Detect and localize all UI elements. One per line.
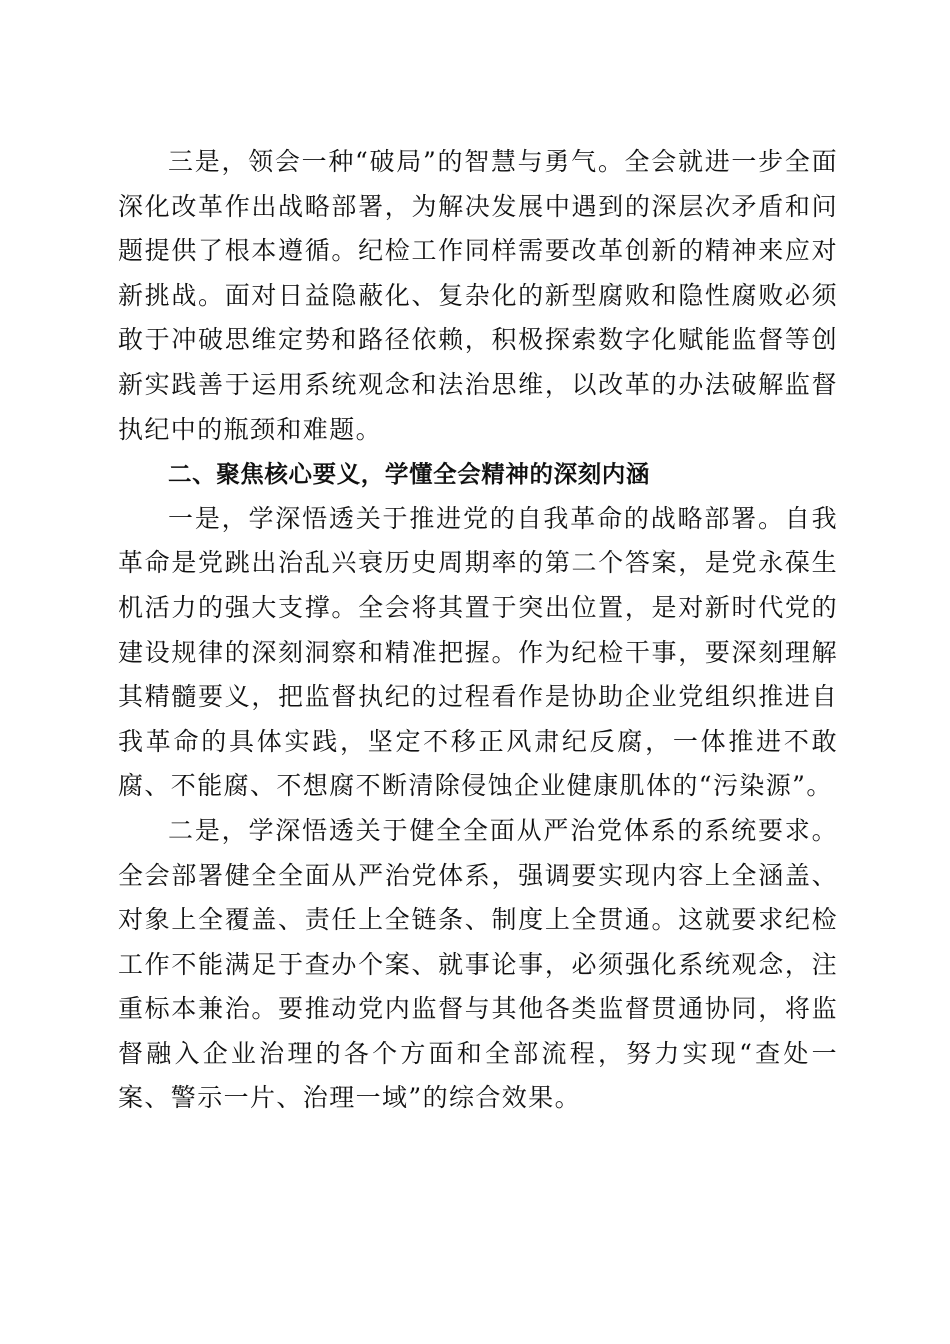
paragraph-one-shi: 一是，学深悟透关于推进党的自我革命的战略部署。自我革命是党跳出治乱兴衰历史周期率的第二个答案，是党永葆生机活力的强大支撑。全会将其置于突出位置，是对新时代党的建设规律的深刻洞察和精准把握。作为纪检干事，要深刻理解其精髓要义，把监督执纪的过程看作是协助企业党组织推进自我革命的具体实践，坚定不移正风肃纪反腐，一体推进不敢腐、不能腐、不想腐不断清除侵蚀企业健康肌体的“污染源”。 <box>118 503 838 801</box>
section-heading-two: 二、聚焦核心要义，学懂全会精神的深刻内涵 <box>168 460 650 489</box>
document-body <box>118 140 838 1121</box>
paragraph-three-shi: 三是，领会一种“破局”的智慧与勇气。全会就进一步全面深化改革作出战略部署，为解决发展中遇到的深层次矛盾和问题提供了根本遵循。纪检工作同样需要改革创新的精神来应对新挑战。面对日益隐蔽化、复杂化的新型腐败和隐性腐败必须敢于冲破思维定势和路径依赖，积极探索数字化赋能监督等创新实践善于运用系统观念和法治思维，以改革的办法破解监督执纪中的瓶颈和难题。 <box>118 147 838 444</box>
paragraph-two-shi: 二是，学深悟透关于健全全面从严治党体系的系统要求。全会部署健全全面从严治党体系，强调要实现内容上全涵盖、对象上全覆盖、责任上全链条、制度上全贯通。这就要求纪检工作不能满足于查办个案、就事论事，必须强化系统观念，注重标本兼治。要推动党内监督与其他各类监督贯通协同，将监督融入企业治理的各个方面和全部流程，努力实现“查处一案、警示一片、治理一域”的综合效果。 <box>118 815 838 1113</box>
